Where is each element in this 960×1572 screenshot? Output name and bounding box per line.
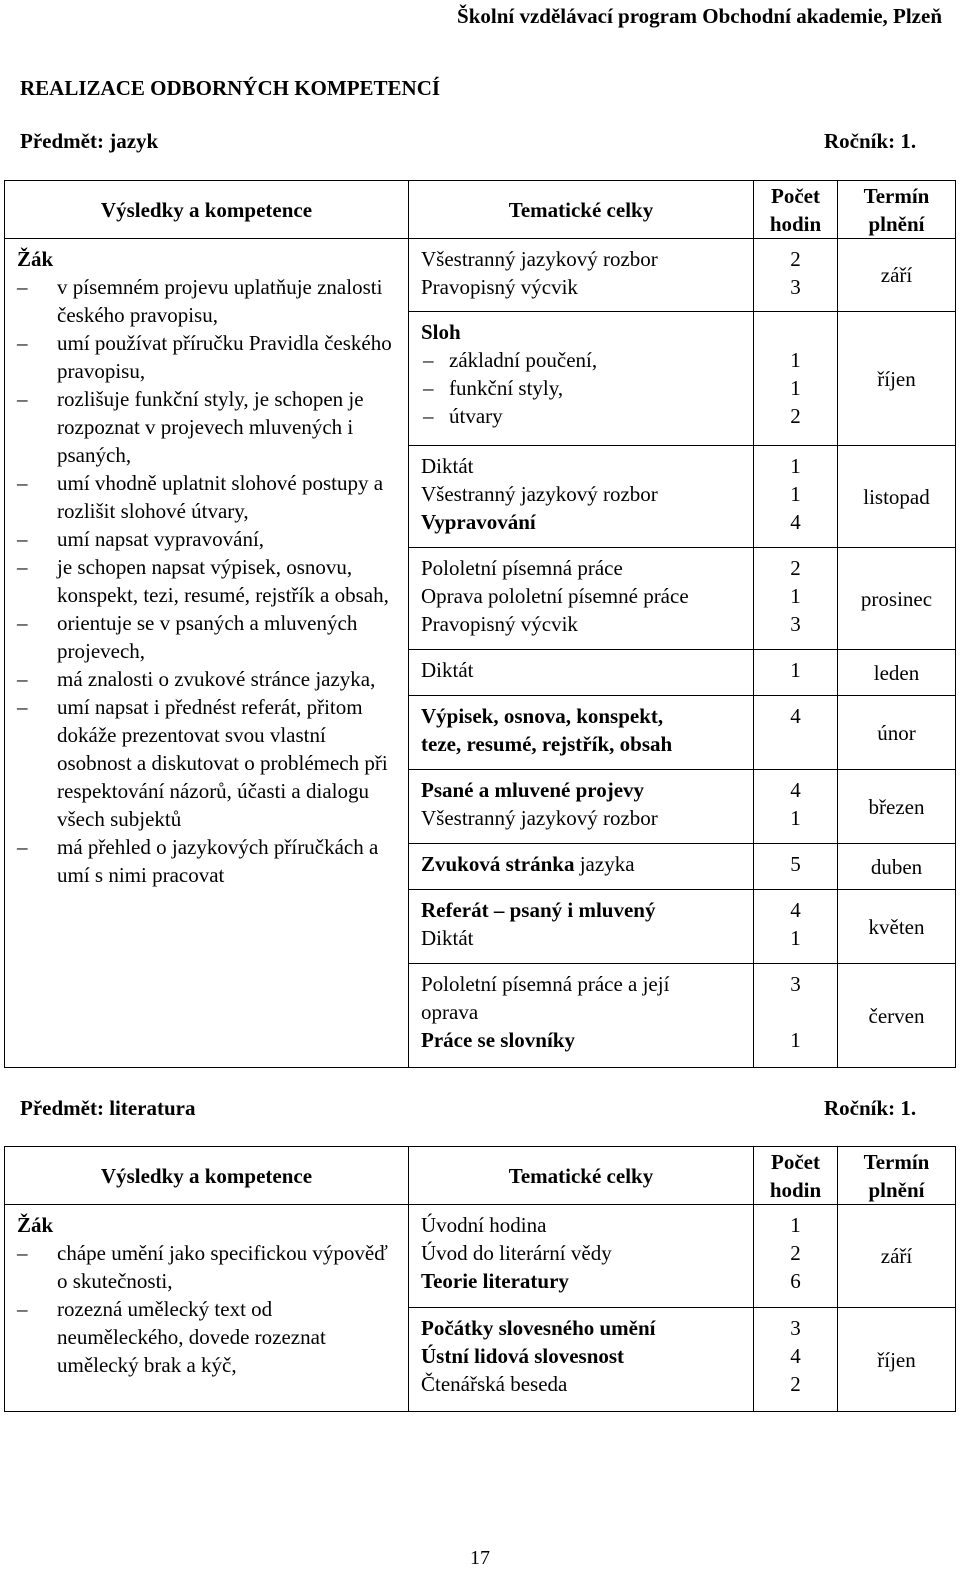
header-deadline: Termín plnění <box>838 181 956 239</box>
topic: – základní poučení, <box>421 346 753 374</box>
month-cell: březen <box>838 770 956 844</box>
subject-literature: Předmět: literatura <box>20 1096 196 1120</box>
topics-cell <box>409 1205 754 1308</box>
topic: teze, resumé, rejstřík, obsah <box>421 732 673 756</box>
topic: Všestranný jazykový rozbor <box>421 247 658 271</box>
topic: Všestranný jazykový rozbor <box>421 482 658 506</box>
hours-value: 2 <box>790 404 801 428</box>
hours-value: 4 <box>790 778 801 802</box>
competences-cell <box>5 1205 409 1412</box>
language-table <box>4 180 956 1068</box>
hours-cell <box>754 844 838 890</box>
topics-cell <box>409 548 754 650</box>
hours-value: 2 <box>790 1241 801 1265</box>
topic: Diktát <box>421 658 474 682</box>
header-topics: Tematické celky <box>409 1147 754 1205</box>
hours-value: 3 <box>790 275 801 299</box>
topic: Všestranný jazykový rozbor <box>421 806 658 830</box>
grade-language: Ročník: 1. <box>824 129 917 153</box>
topics-cell <box>409 964 754 1068</box>
month-cell: leden <box>838 650 956 696</box>
topics-cell <box>409 890 754 964</box>
topic: – útvary <box>421 402 753 430</box>
topic: Pravopisný výcvik <box>421 612 578 636</box>
topic: Diktát <box>421 926 474 950</box>
hours-value: 3 <box>790 972 801 996</box>
month-cell: květen <box>838 890 956 964</box>
topic: Psané a mluvené projevy <box>421 778 645 802</box>
topic: Práce se slovníky <box>421 1028 575 1052</box>
hours-cell <box>754 239 838 312</box>
topic: Počátky slovesného umění <box>421 1316 656 1340</box>
table-header-row <box>5 1147 956 1205</box>
section-title: REALIZACE ODBORNÝCH KOMPETENCÍ <box>20 76 441 100</box>
hours-cell <box>754 1205 838 1308</box>
competence-item: – je schopen napsat výpisek, osnovu, konspekt, tezi, resumé, rejstřík a obsah, <box>17 553 402 609</box>
competence-item: – má přehled o jazykových příručkách a umí s nimi pracovat <box>17 833 402 889</box>
hours-cell <box>754 1308 838 1412</box>
hours-value: 4 <box>790 898 801 922</box>
topic: Úvodní hodina <box>421 1213 547 1237</box>
hours-value: 1 <box>790 348 801 372</box>
topic: Pravopisný výcvik <box>421 275 578 299</box>
hours-value: 5 <box>790 852 801 876</box>
student-label: Žák <box>17 247 54 271</box>
hours-value: 1 <box>790 584 801 608</box>
table-row <box>5 239 956 312</box>
student-label: Žák <box>17 1213 54 1237</box>
header-hours: Počet hodin <box>754 1147 838 1205</box>
hours-value: 2 <box>790 1372 801 1396</box>
header-hours: Počet hodin <box>754 181 838 239</box>
subject-language: Předmět: jazyk <box>20 129 159 153</box>
literature-table <box>4 1146 956 1412</box>
hours-value: 1 <box>790 658 801 682</box>
month-cell: říjen <box>838 1308 956 1412</box>
hours-value: 1 <box>790 1028 801 1052</box>
hours-value: 1 <box>790 1213 801 1237</box>
hours-value: 3 <box>790 1316 801 1340</box>
topic: Čtenářská beseda <box>421 1372 568 1396</box>
topic: Pololetní písemná práce <box>421 556 623 580</box>
competence-item: – v písemném projevu uplatňuje znalosti českého pravopisu, <box>17 273 402 329</box>
header-competences: Výsledky a kompetence <box>5 1147 409 1205</box>
topic: Ústní lidová slovesnost <box>421 1344 625 1368</box>
hours-cell <box>754 446 838 548</box>
table-row <box>5 1205 956 1308</box>
topics-cell <box>409 770 754 844</box>
hours-value: 6 <box>790 1269 801 1293</box>
topic: Vypravování <box>421 510 536 534</box>
hours-value: 1 <box>790 926 801 950</box>
hours-value <box>754 998 837 1026</box>
month-cell: duben <box>838 844 956 890</box>
competence-item: – umí napsat i přednést referát, přitom dokáže prezentovat svou vlastní osobnost a diskutovat o problémech při respektování názorů, účasti a dialogu všech subjektů <box>17 693 402 833</box>
topics-cell <box>409 844 754 890</box>
header-deadline: Termín plnění <box>838 1147 956 1205</box>
hours-cell <box>754 548 838 650</box>
topics-cell <box>409 1308 754 1412</box>
competence-item: – rozezná umělecký text od neuměleckého, dovede rozeznat umělecký brak a kýč, <box>17 1295 402 1379</box>
competence-item: – umí vhodně uplatnit slohové postupy a rozlišit slohové útvary, <box>17 469 402 525</box>
hours-value: 1 <box>790 376 801 400</box>
hours-value: 1 <box>790 482 801 506</box>
topic: Pololetní písemná práce a její <box>421 972 670 996</box>
competence-item: – orientuje se v psaných a mluvených projevech, <box>17 609 402 665</box>
table-header-row <box>5 181 956 239</box>
competence-item: – chápe umění jako specifickou výpověď o skutečnosti, <box>17 1239 402 1295</box>
topics-cell <box>409 650 754 696</box>
topics-cell <box>409 312 754 446</box>
month-cell: únor <box>838 696 956 770</box>
header-topics: Tematické celky <box>409 181 754 239</box>
month-cell: září <box>838 1205 956 1308</box>
topic-title: Sloh <box>421 320 461 344</box>
topic: oprava <box>421 1000 479 1024</box>
hours-cell <box>754 770 838 844</box>
topic: Referát – psaný i mluvený <box>421 898 656 922</box>
topics-cell <box>409 696 754 770</box>
topic: Diktát <box>421 454 474 478</box>
hours-value: 3 <box>790 612 801 636</box>
grade-literature: Ročník: 1. <box>824 1096 917 1120</box>
competence-item: – rozlišuje funkční styly, je schopen je rozpoznat v projevech mluvených i psaných, <box>17 385 402 469</box>
header-competences: Výsledky a kompetence <box>5 181 409 239</box>
competence-item: – umí používat příručku Pravidla českého pravopisu, <box>17 329 402 385</box>
hours-cell <box>754 890 838 964</box>
month-cell: září <box>838 239 956 312</box>
hours-value: 4 <box>790 1344 801 1368</box>
hours-value: 1 <box>790 806 801 830</box>
month-cell: prosinec <box>838 548 956 650</box>
month-cell: říjen <box>838 312 956 446</box>
topic: Úvod do literární vědy <box>421 1241 612 1265</box>
topics-cell <box>409 446 754 548</box>
hours-value: 1 <box>790 454 801 478</box>
topic: Teorie literatury <box>421 1269 569 1293</box>
topics-cell <box>409 239 754 312</box>
month-cell: listopad <box>838 446 956 548</box>
hours-value: 2 <box>790 556 801 580</box>
topic-rest: jazyka <box>574 852 635 876</box>
topic: Výpisek, osnova, konspekt, <box>421 704 664 728</box>
hours-cell <box>754 312 838 446</box>
topic: Oprava pololetní písemné práce <box>421 584 689 608</box>
topic: – funkční styly, <box>421 374 753 402</box>
hours-value: 2 <box>790 247 801 271</box>
hours-cell <box>754 964 838 1068</box>
competence-item: – má znalosti o zvukové stránce jazyka, <box>17 665 402 693</box>
hours-cell <box>754 650 838 696</box>
competences-cell <box>5 239 409 1068</box>
page-number: 17 <box>470 1547 490 1569</box>
hours-value: 4 <box>790 510 801 534</box>
document-header: Školní vzdělávací program Obchodní akademie, Plzeň <box>457 4 942 28</box>
hours-value: 4 <box>790 704 801 728</box>
competence-item: – umí napsat vypravování, <box>17 525 402 553</box>
month-cell: červen <box>838 964 956 1068</box>
topic: Zvuková stránka <box>421 852 575 876</box>
hours-cell <box>754 696 838 770</box>
